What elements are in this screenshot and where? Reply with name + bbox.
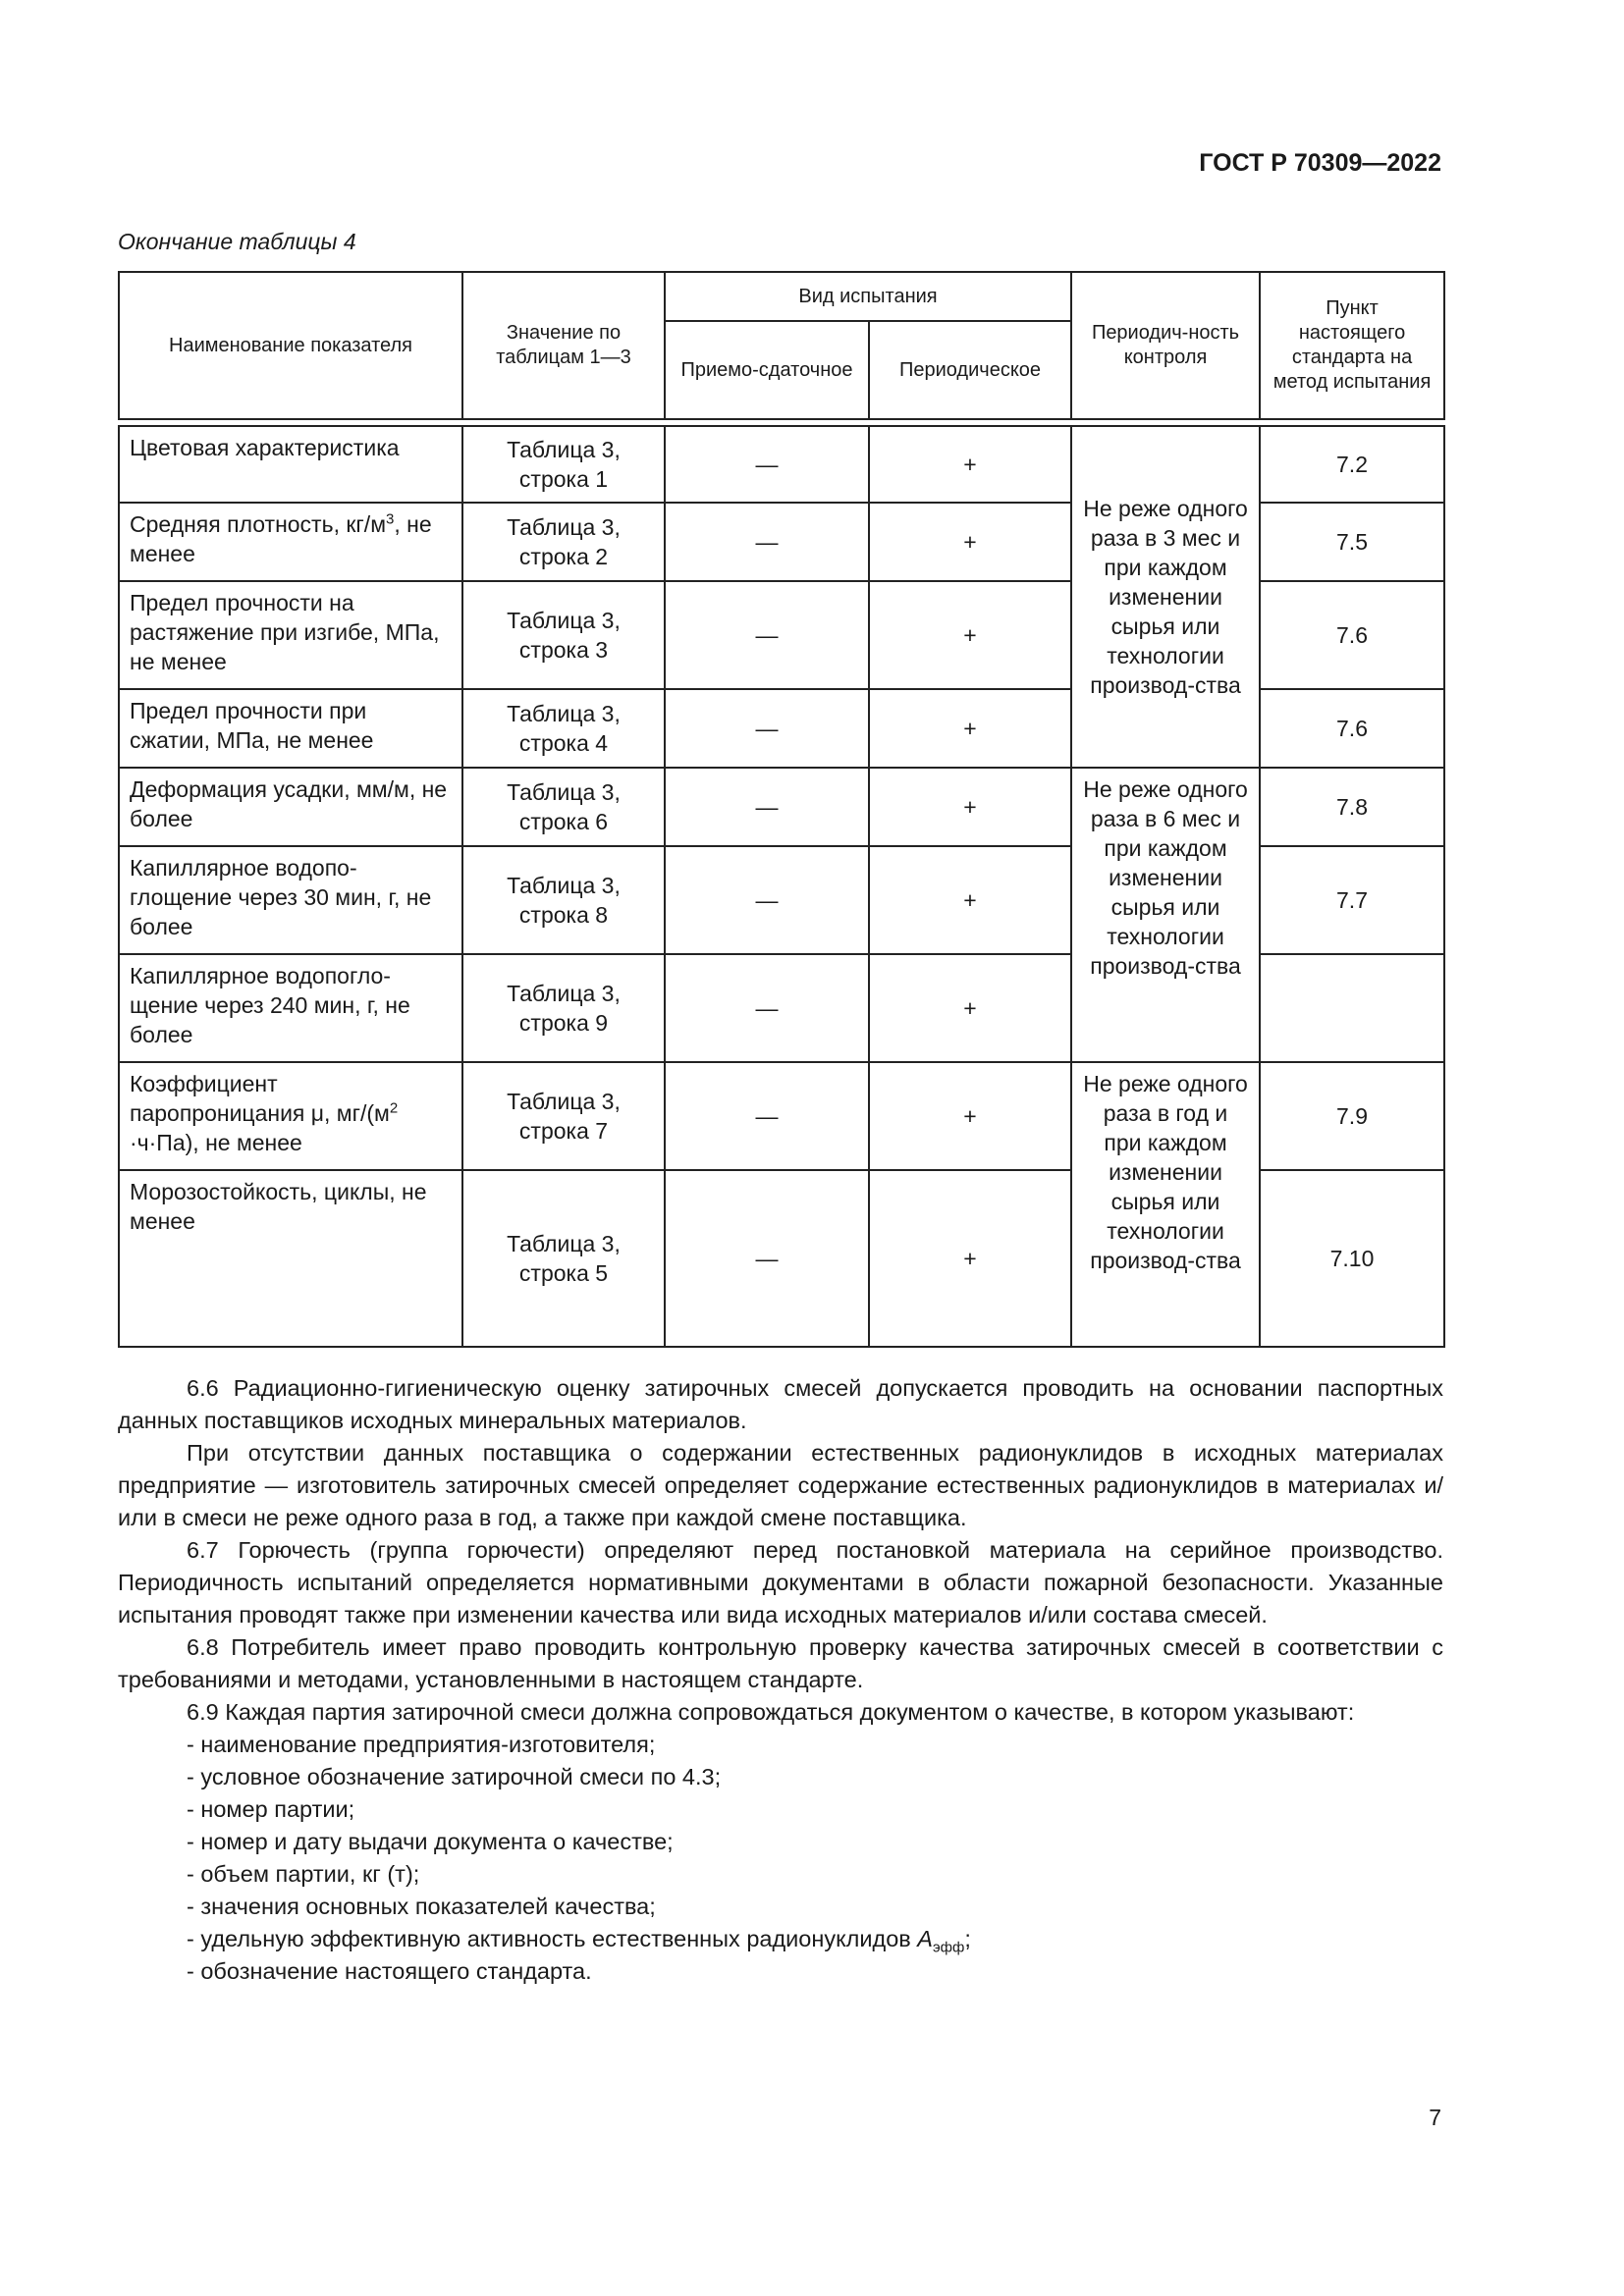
cell-name: Капиллярное водопогло-щение через 240 мин, г, не более bbox=[119, 954, 462, 1062]
list-item: - наименование предприятия-изготовителя; bbox=[187, 1732, 656, 1757]
cell-value: Таблица 3, строка 1 bbox=[462, 426, 665, 503]
cell-method: 7.6 bbox=[1260, 581, 1444, 689]
header-name: Наименование показателя bbox=[119, 272, 462, 419]
list-item: - удельную эффективную активность естественных радионуклидов $A_{эфф}$; bbox=[187, 1926, 971, 1956]
body-text bbox=[118, 1372, 1443, 1988]
cell-value: Таблица 3, строка 6 bbox=[462, 768, 665, 846]
cell-acceptance: — bbox=[665, 426, 869, 503]
cell-name: Капиллярное водопо-глощение через 30 мин, г, не более bbox=[119, 846, 462, 954]
cell-periodic: + bbox=[869, 1170, 1071, 1347]
page-number: 7 bbox=[1429, 2105, 1441, 2130]
cell-acceptance: — bbox=[665, 689, 869, 768]
list-item: - значения основных показателей качества; bbox=[187, 1894, 656, 1919]
cell-value: Таблица 3, строка 2 bbox=[462, 503, 665, 581]
cell-periodic: + bbox=[869, 689, 1071, 768]
cell-value: Таблица 3, строка 5 bbox=[462, 1170, 665, 1347]
header-periodic: Периодическое bbox=[869, 321, 1071, 419]
cell-periodic: + bbox=[869, 1062, 1071, 1170]
cell-method bbox=[1260, 954, 1444, 1062]
specification-table bbox=[118, 271, 1445, 1348]
paragraph: 6.8 Потребитель имеет право проводить контрольную проверку качества затирочных смесей в соответствии с требованиями и методами, установленными в настоящем стандарте. bbox=[118, 1634, 1443, 1692]
list-item: - номер партии; bbox=[187, 1796, 355, 1822]
cell-value: Таблица 3, строка 9 bbox=[462, 954, 665, 1062]
cell-acceptance: — bbox=[665, 581, 869, 689]
header-test-type: Вид испытания bbox=[665, 272, 1071, 321]
cell-acceptance: — bbox=[665, 1062, 869, 1170]
cell-acceptance: — bbox=[665, 768, 869, 846]
cell-method: 7.5 bbox=[1260, 503, 1444, 581]
cell-periodic: + bbox=[869, 768, 1071, 846]
cell-acceptance: — bbox=[665, 846, 869, 954]
list-item: - обозначение настоящего стандарта. bbox=[187, 1958, 592, 1984]
cell-value: Таблица 3, строка 4 bbox=[462, 689, 665, 768]
cell-name: Коэффициент паропроницания μ, $мг/(м^2 \cdot ч\cdot Па)$, не менее bbox=[119, 1062, 462, 1170]
cell-method: 7.10 bbox=[1260, 1170, 1444, 1347]
cell-periodic: + bbox=[869, 503, 1071, 581]
cell-periodicity-group: Не реже одного раза в год и при каждом изменении сырья или технологии производ-ства bbox=[1071, 1062, 1260, 1347]
cell-acceptance: — bbox=[665, 954, 869, 1062]
header-method: Пункт настоящего стандарта на метод испытания bbox=[1260, 272, 1444, 419]
cell-value: Таблица 3, строка 8 bbox=[462, 846, 665, 954]
cell-periodic: + bbox=[869, 846, 1071, 954]
cell-name: Морозостойкость, циклы, не менее bbox=[119, 1170, 462, 1347]
header-value: Значение по таблицам 1—3 bbox=[462, 272, 665, 419]
header-acceptance: Приемо-сдаточное bbox=[665, 321, 869, 419]
cell-periodicity-group: Не реже одного раза в 3 мес и при каждом изменении сырья или технологии производ-ства bbox=[1071, 426, 1260, 768]
table-row bbox=[119, 426, 1444, 503]
paragraph: 6.6 Радиационно-гигиеническую оценку затирочных смесей допускается проводить на основании паспортных данных поставщиков исходных минеральных материалов. bbox=[118, 1375, 1443, 1433]
cell-periodic: + bbox=[869, 581, 1071, 689]
paragraph: 6.9 Каждая партия затирочной смеси должна сопровождаться документом о качестве, в котором указывают: bbox=[187, 1699, 1355, 1725]
cell-periodic: + bbox=[869, 426, 1071, 503]
cell-method: 7.2 bbox=[1260, 426, 1444, 503]
cell-name: Средняя плотность, $кг/м^3$, не менее bbox=[119, 503, 462, 581]
table-row bbox=[119, 1062, 1444, 1170]
list-item: - номер и дату выдачи документа о качестве; bbox=[187, 1829, 674, 1854]
paragraph: При отсутствии данных поставщика о содержании естественных радионуклидов в исходных материалах предприятие — изготовитель затирочных смесей определяет содержание естественных радионуклидов в материалах и/или в смеси не реже одного раза в год, а также при каждой смене поставщика. bbox=[118, 1440, 1443, 1530]
table-caption: Окончание таблицы 4 bbox=[118, 229, 356, 254]
cell-value: Таблица 3, строка 3 bbox=[462, 581, 665, 689]
paragraph: 6.7 Горючесть (группа горючести) определяют перед постановкой материала на серийное производство. Периодичность испытаний определяется нормативными документами в области пожарной безопасности. Указанные испытания проводят также при изменении качества или вида исходных материалов и/или состава смесей. bbox=[118, 1537, 1443, 1628]
cell-acceptance: — bbox=[665, 503, 869, 581]
cell-method: 7.9 bbox=[1260, 1062, 1444, 1170]
cell-name: Предел прочности при сжатии, МПа, не менее bbox=[119, 689, 462, 768]
cell-value: Таблица 3, строка 7 bbox=[462, 1062, 665, 1170]
cell-acceptance: — bbox=[665, 1170, 869, 1347]
cell-name: Цветовая характеристика bbox=[119, 426, 462, 503]
cell-method: 7.7 bbox=[1260, 846, 1444, 954]
cell-periodic: + bbox=[869, 954, 1071, 1062]
cell-method: 7.8 bbox=[1260, 768, 1444, 846]
list-item: - условное обозначение затирочной смеси по 4.3; bbox=[187, 1764, 722, 1789]
list-item: - объем партии, кг (т); bbox=[187, 1861, 420, 1887]
cell-name: Предел прочности на растяжение при изгибе, МПа, не менее bbox=[119, 581, 462, 689]
cell-name: Деформация усадки, мм/м, не более bbox=[119, 768, 462, 846]
specification-table-wrapper bbox=[118, 271, 1443, 1348]
document-id: ГОСТ Р 70309—2022 bbox=[1199, 149, 1441, 177]
table-row bbox=[119, 768, 1444, 846]
cell-method: 7.6 bbox=[1260, 689, 1444, 768]
header-periodicity: Периодич-ность контроля bbox=[1071, 272, 1260, 419]
cell-periodicity-group: Не реже одного раза в 6 мес и при каждом изменении сырья или технологии производ-ства bbox=[1071, 768, 1260, 1062]
